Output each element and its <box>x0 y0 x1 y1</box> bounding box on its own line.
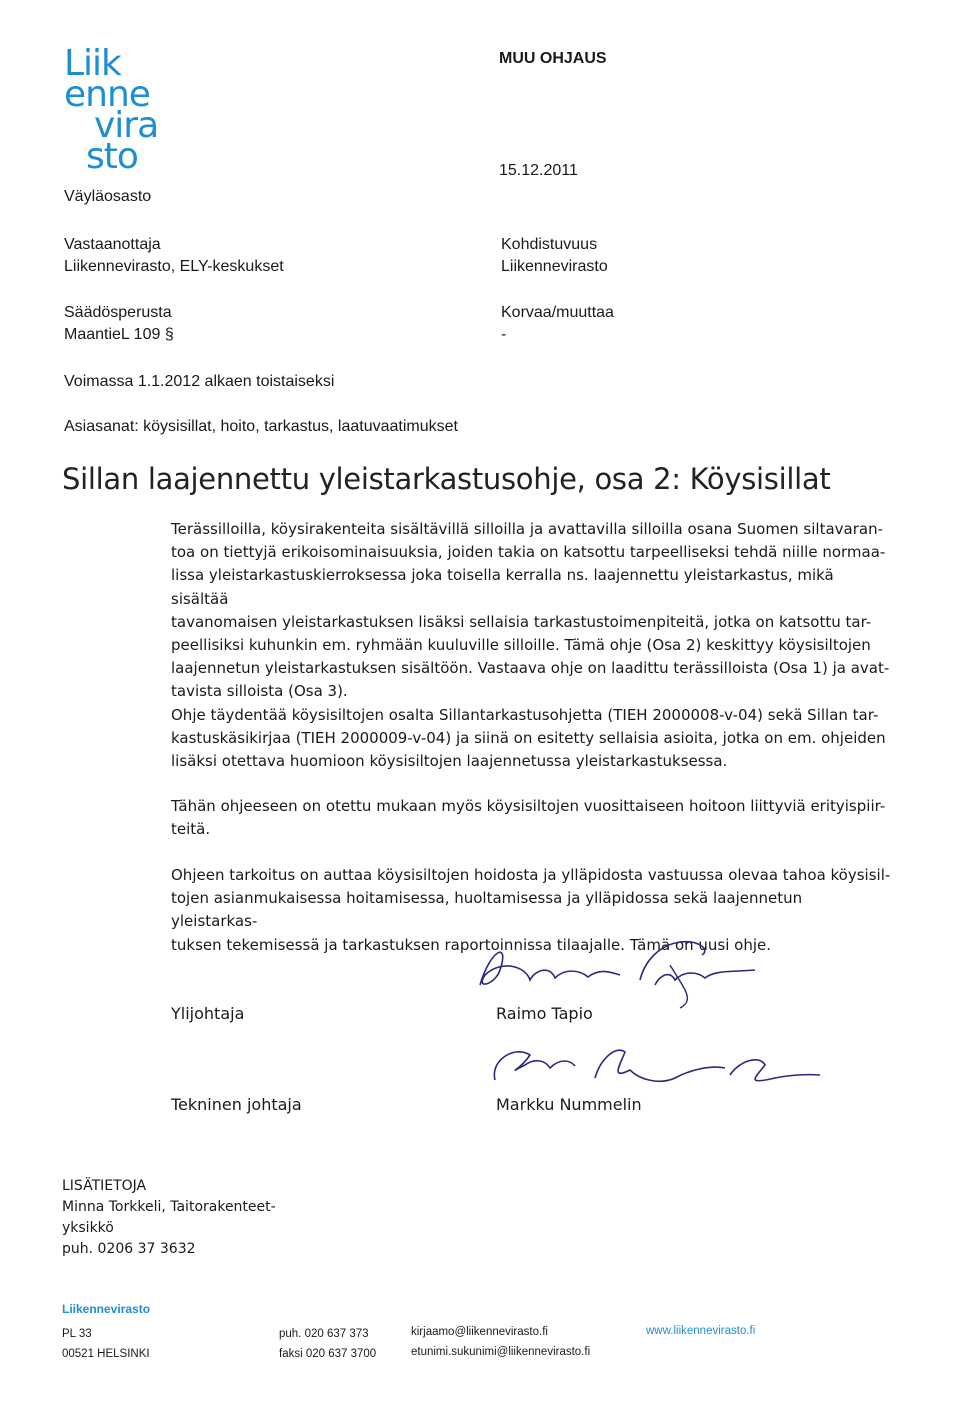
text-line: kastuskäsikirjaa (TIEH 2000009-v-04) ja siinä on esitetty sellaisia asioita, jotka on em. ohjeiden <box>171 729 886 748</box>
text-line: teitä. <box>171 820 211 839</box>
text-line: tavista silloista (Osa 3). <box>171 682 348 701</box>
validity: Voimassa 1.1.2012 alkaen toistaiseksi <box>64 373 335 390</box>
footer-phones <box>279 1324 376 1364</box>
logo-line: enne <box>64 74 150 115</box>
recipient-label: Vastaanottaja <box>64 236 161 253</box>
footer-fax: faksi 020 637 3700 <box>279 1348 377 1360</box>
legal-basis-block <box>64 302 174 346</box>
document-title: Sillan laajennettu yleistarkastusohje, osa 2: Köysisillat <box>62 462 831 496</box>
footer-phone: puh. 020 637 373 <box>279 1328 369 1340</box>
text-line: tavanomaisen yleistarkastuksen lisäksi sellaisia tarkastustoimenpiteitä, jotka on katsottu tar- <box>171 612 872 631</box>
contact-heading: LISÄTIETOJA <box>62 1178 147 1194</box>
text-line: lissa yleistarkastuskierroksessa joka toisella kerralla ns. laajennettu yleistarkastus, mikä sisältää <box>171 566 834 608</box>
footer-address-line: 00521 HELSINKI <box>62 1348 150 1360</box>
signatory-2-role: Tekninen johtaja <box>171 1095 302 1114</box>
footer-address <box>62 1324 150 1364</box>
target-block <box>501 234 608 278</box>
text-line: tojen asianmukaisessa hoitamisessa, huoltamisessa ja ylläpidossa sekä laajennetun yleistarkas- <box>171 889 803 931</box>
text-line: laajennetun yleistarkastuksen sisältöön. Vastaava ohje on laadittu terässilloista (Osa 1) ja avat- <box>171 659 890 678</box>
logo-line: vira <box>94 105 159 146</box>
contact-block <box>62 1176 276 1260</box>
legal-basis-label: Säädösperusta <box>64 304 172 321</box>
liikennevirasto-logo <box>64 43 204 177</box>
text-line: lisäksi otettava huomioon köysisiltojen laajennetussa yleistarkastuksessa. <box>171 752 728 771</box>
legal-basis-value: MaantieL 109 § <box>64 326 174 343</box>
footer-emails <box>411 1322 590 1362</box>
contact-line: Minna Torkkeli, Taitorakenteet- <box>62 1199 276 1215</box>
footer-email-pattern: etunimi.sukunimi@liikennevirasto.fi <box>411 1346 591 1358</box>
text-line: Tähän ohjeeseen on otettu mukaan myös köysisiltojen vuosittaiseen hoitoon liittyviä erityispiir- <box>171 797 886 815</box>
department: Väyläosasto <box>64 188 152 205</box>
signature-markku-nummelin <box>475 1030 825 1095</box>
text-line: tuksen tekemisessä ja tarkastuksen raportoinnissa tilaajalle. Tämä on uusi ohje. <box>171 935 772 954</box>
recipient-value: Liikennevirasto, ELY-keskukset <box>64 258 284 275</box>
signatory-1-role: Ylijohtaja <box>171 1004 245 1023</box>
replaces-label: Korvaa/muuttaa <box>501 304 614 321</box>
target-value: Liikennevirasto <box>501 258 608 275</box>
paragraph-3 <box>171 795 891 841</box>
text-line: Ohjeen tarkoitus on auttaa köysisiltojen hoidosta ja ylläpidosta vastuussa olevaa tahoa köysisil- <box>171 866 891 884</box>
footer-address-line: PL 33 <box>62 1328 92 1340</box>
footer-org: Liikennevirasto <box>62 1302 151 1316</box>
recipient-block <box>64 234 284 278</box>
replaces-value: - <box>501 326 507 343</box>
footer-email-link[interactable]: kirjaamo@liikennevirasto.fi <box>411 1326 548 1338</box>
signatory-2-name: Markku Nummelin <box>496 1095 642 1114</box>
text-line: toa on tiettyjä erikoisominaisuuksia, joiden takia on katsottu tarpeelliseksi tehdä niille normaa- <box>171 543 886 562</box>
contact-line: yksikkö <box>62 1220 114 1236</box>
paragraph-1 <box>171 518 891 704</box>
signature-raimo-tapio <box>470 930 770 1010</box>
paragraph-2 <box>171 704 891 774</box>
keywords: Asiasanat: köysisillat, hoito, tarkastus, laatuvaatimukset <box>64 418 458 435</box>
text-line: peellisiksi kuhunkin em. ryhmään kuuluville silloille. Tämä ohje (Osa 2) keskittyy köysisiltojen <box>171 636 871 655</box>
logo-line: Liik <box>64 43 121 84</box>
contact-line: puh. 0206 37 3632 <box>62 1241 196 1257</box>
target-label: Kohdistuvuus <box>501 236 598 253</box>
document-date: 15.12.2011 <box>499 162 578 179</box>
text-line: Terässilloilla, köysirakenteita sisältävillä silloilla ja avattavilla silloilla osana Suomen siltavaran- <box>171 520 884 538</box>
document-type: MUU OHJAUS <box>499 50 607 67</box>
replaces-block <box>501 302 614 346</box>
logo-line: sto <box>86 136 138 177</box>
text-line: Ohje täydentää köysisiltojen osalta Sillantarkastusohjetta (TIEH 2000008-v-04) sekä Sillan tar- <box>171 706 879 724</box>
footer-web-link[interactable]: www.liikennevirasto.fi <box>646 1325 756 1337</box>
signatory-1-name: Raimo Tapio <box>496 1004 593 1023</box>
